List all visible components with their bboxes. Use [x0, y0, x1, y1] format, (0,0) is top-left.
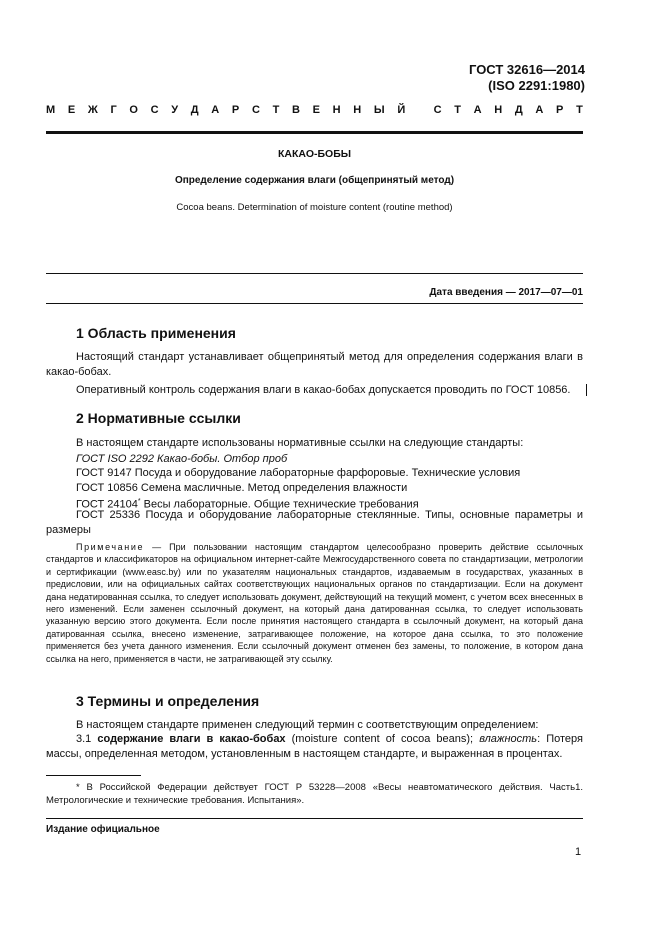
section-3-intro: В настоящем стандарте применен следующий термин с соответствующим определением: [76, 719, 539, 731]
footnote-mark: * [137, 498, 141, 505]
banner-letter: Ж [87, 104, 98, 116]
introduction-date: Дата введения — 2017—07—01 [429, 287, 583, 298]
banner-letter: А [473, 104, 482, 116]
banner-letter: Н [494, 104, 503, 116]
term-number: 3.1 [76, 733, 98, 745]
banner-letter: Т [576, 104, 583, 116]
page-number: 1 [575, 846, 582, 858]
section-2-heading: 2 Нормативные ссылки [76, 410, 241, 426]
banner-letter: Й [397, 104, 406, 116]
term-synonym: влажность [479, 733, 538, 745]
banner-letter: Ы [373, 104, 385, 116]
section-1-heading: 1 Область применения [76, 325, 236, 341]
banner-letter: С [150, 104, 159, 116]
footnote: * В Российской Федерации действует ГОСТ Р 53228—2008 «Весы неавтоматического действия. Часть1. Метрологические и технические требования. Испытания». [46, 782, 583, 806]
banner-letter: А [211, 104, 220, 116]
banner-letter: Н [353, 104, 362, 116]
banner-letter: С [433, 104, 442, 116]
header-rule [46, 131, 583, 134]
reference-code: ГОСТ 24104 [76, 498, 138, 511]
reference-item: ГОСТ 9147 Посуда и оборудование лабораторные фарфоровые. Технические условия [76, 467, 521, 479]
note-label: Примечание [76, 542, 145, 552]
term-definition [46, 732, 583, 761]
date-rule [46, 303, 583, 304]
banner-letter: В [291, 104, 300, 116]
banner-letter: У [171, 104, 179, 116]
gost-code: ГОСТ 32616—2014 [469, 62, 585, 77]
footer-rule [46, 818, 583, 819]
section-2-intro: В настоящем стандарте использованы нормативные ссылки на следующие стандарты: [76, 437, 524, 449]
banner-letter [418, 104, 421, 116]
reference-item: ГОСТ ISO 2292 Какао-бобы. Отбор проб [76, 453, 288, 465]
title-rule [46, 273, 583, 274]
term-english: (moisture content of cocoa beans); [285, 733, 480, 745]
doc-title: КАКАО-БОБЫ [277, 148, 352, 160]
reference-title: Весы лабораторные. Общие технические требования [140, 498, 419, 511]
doc-title-english: Cocoa beans. Determination of moisture content (routine method) [176, 202, 453, 213]
banner-letter: Р [556, 104, 564, 116]
note-text: — При пользовании настоящим стандартом целесообразно проверить действие ссылочных стандартов и классификаторов на официальном интернет-сайте Межгосударственного совета по стандартизации, метрологии и сертификации (www.easc.by) или по указателям национальных стандартов, издаваемым в государствах, указанных в предисловии, или на официальных сайтах соответствующих национальных органов по стандартизации. Если на документ дана недатированная ссылка, то следует использовать документ, действующий на текущий момент, с учетом всех внесенных в него изменений. Если заменен ссылочный документ, на который дана датированная ссылка, то следует использовать указанную версию этого документа. Если после принятия настоящего стандарта в ссылочный документ, на который дана датированная ссылка, внесено изменение, затрагивающее положение, на которое дана ссылка, то это положение применяется без учета данного изменения. Если ссылочный документ отменен без замены, то положение, в котором дана ссылка на него, применяется в части, не затрагивающей эту ссылку. [46, 542, 583, 664]
section-1-paragraph-1: Настоящий стандарт устанавливает общепринятый метод для определения содержания влаги в какао-бобах. [46, 351, 583, 378]
banner-letter: Н [332, 104, 341, 116]
banner-letter: Т [454, 104, 461, 116]
term: содержание влаги в какао-бобах [97, 733, 286, 745]
interstate-standard-banner [46, 104, 583, 116]
footnote-rule [46, 775, 141, 776]
banner-letter: Р [231, 104, 240, 116]
banner-letter: М [46, 104, 56, 116]
banner-letter: Е [312, 104, 320, 116]
banner-letter: Т [272, 104, 280, 116]
section-1-paragraph-2: Оперативный контроль содержания влаги в какао-бобах допускается проводить по ГОСТ 10856. [76, 384, 571, 396]
official-edition: Издание официальное [46, 824, 160, 835]
term-definition-text: : Потеря массы, определенная методом, установленным в настоящем стандарте, и выраженная в процентах. [46, 733, 583, 760]
iso-code: (ISO 2291:1980) [488, 78, 585, 93]
change-bar [586, 384, 587, 396]
banner-letter: Д [190, 104, 199, 116]
banner-letter: Д [514, 104, 523, 116]
section-3-heading: 3 Термины и определения [76, 693, 260, 709]
note [46, 541, 583, 665]
banner-letter: Г [110, 104, 117, 116]
reference-item: ГОСТ 25336 Посуда и оборудование лабораторные стеклянные. Типы, основные параметры и размеры [46, 509, 583, 536]
banner-letter: Е [67, 104, 76, 116]
doc-subtitle: Определение содержания влаги (общепринятый метод) [174, 175, 455, 186]
banner-letter: С [251, 104, 260, 116]
banner-letter: О [129, 104, 138, 116]
reference-item: ГОСТ 10856 Семена масличные. Метод определения влажности [76, 482, 408, 494]
banner-letter: А [535, 104, 544, 116]
